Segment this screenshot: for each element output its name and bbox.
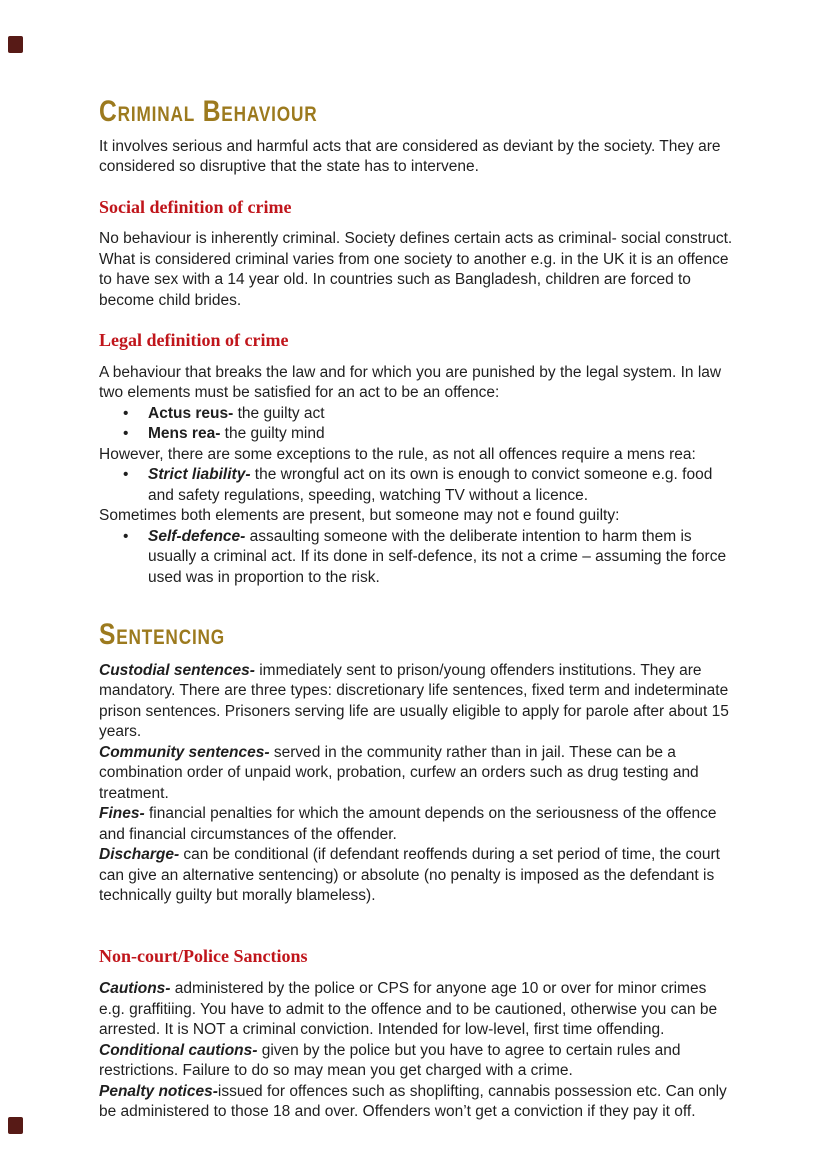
heading-legal-definition: Legal definition of crime (99, 330, 289, 351)
bullet-self-defence (99, 527, 735, 589)
document-page (99, 96, 735, 1123)
bullet-text: assaulting someone with the deliberate intention to harm them is usually a criminal act. If its done in self-defence, its not a crime – assuming the force used was in proportion to the risk. (148, 527, 727, 586)
term-text: administered by the police or CPS for anyone age 10 or over for minor crimes e.g. graffitiing. You have to admit to the offence and to be cautioned, otherwise you can be arrested. It is NOT a criminal conviction. Intended for low-level, first time offending. (99, 980, 718, 1039)
term-lead: Community sentences- (99, 743, 270, 761)
page-title: Criminal Behaviour (99, 95, 318, 128)
term-text: issued for offences such as shoplifting, cannabis possession etc. Can only be administered to those 18 and over. Offenders won’t get a conviction if they pay it off. (99, 1082, 727, 1121)
both-elements-line: Sometimes both elements are present, but someone may not e found guilty: (99, 507, 620, 525)
heading-social-definition: Social definition of crime (99, 196, 292, 217)
bullet-lead: Strict liability- (148, 466, 251, 484)
term-text: immediately sent to prison/young offenders institutions. They are mandatory. There are three types: discretionary life sentences, fixed term and indeterminate prison sentences. Prisoners serving life are usually eligible to apply for parole after about 15 years. (99, 661, 729, 741)
sentencing-discharge (99, 845, 735, 907)
corner-mark-bottom (8, 1117, 23, 1134)
bullet-mens-rea (99, 424, 735, 445)
bullet-strict-liability (99, 465, 735, 506)
term-lead: Fines- (99, 805, 145, 823)
sentencing-community (99, 743, 735, 805)
term-lead: Cautions- (99, 980, 171, 998)
sanctions-cautions (99, 979, 735, 1041)
bullet-actus-reus (99, 404, 735, 425)
term-lead: Discharge- (99, 846, 180, 864)
term-text: served in the community rather than in jail. These can be a combination order of unpaid work, probation, curfew an orders such as drug testing and treatment. (99, 743, 699, 802)
bullet-lead: Actus reus- (148, 404, 234, 422)
bullet-text: the wrongful act on its own is enough to convict someone e.g. food and safety regulations, speeding, watching TV without a licence. (148, 466, 713, 504)
legal-definition-paragraph: A behaviour that breaks the law and for which you are punished by the legal system. In law two elements must be satisfied for an act to be an offence: (99, 363, 722, 402)
corner-mark-top (8, 36, 23, 53)
bullet-lead: Self-defence- (148, 527, 246, 545)
term-text: given by the police but you have to agree to certain rules and restrictions. Failure to do so may mean you get charged with a crime. (99, 1041, 681, 1080)
term-text: can be conditional (if defendant reoffends during a set period of time, the court can give an alternative sentencing) or absolute (no penalty is imposed as the defendant is technically guilty but morally blameless). (99, 846, 720, 905)
sentencing-custodial (99, 661, 735, 743)
elements-bullet-list (99, 404, 735, 445)
term-text: financial penalties for which the amount depends on the seriousness of the offence and financial circumstances of the offender. (99, 805, 717, 843)
exceptions-line: However, there are some exceptions to the rule, as not all offences require a mens rea: (99, 445, 696, 463)
bullet-lead: Mens rea- (148, 425, 221, 443)
intro-paragraph: It involves serious and harmful acts that are considered as deviant by the society. They are considered so disruptive that the state has to intervene. (99, 137, 721, 175)
heading-sentencing: Sentencing (99, 618, 226, 652)
sanctions-penalty-notices (99, 1082, 735, 1123)
term-lead: Penalty notices- (99, 1082, 218, 1100)
term-lead: Conditional cautions- (99, 1041, 258, 1059)
exceptions-bullet-list (99, 465, 735, 506)
bullet-text: the guilty mind (220, 425, 325, 443)
sanctions-conditional-cautions (99, 1041, 735, 1082)
sentencing-fines (99, 804, 735, 845)
term-lead: Custodial sentences- (99, 661, 255, 679)
bullet-text: the guilty act (233, 404, 325, 422)
self-defence-bullet-list (99, 527, 735, 589)
heading-non-court-sanctions: Non-court/Police Sanctions (99, 945, 308, 966)
social-definition-paragraph: No behaviour is inherently criminal. Society defines certain acts as criminal- social construct. What is considered criminal varies from one society to another e.g. in the UK it is an offence to have sex with a 14 year old. In countries such as Bangladesh, children are forced to become child brides. (99, 230, 733, 309)
